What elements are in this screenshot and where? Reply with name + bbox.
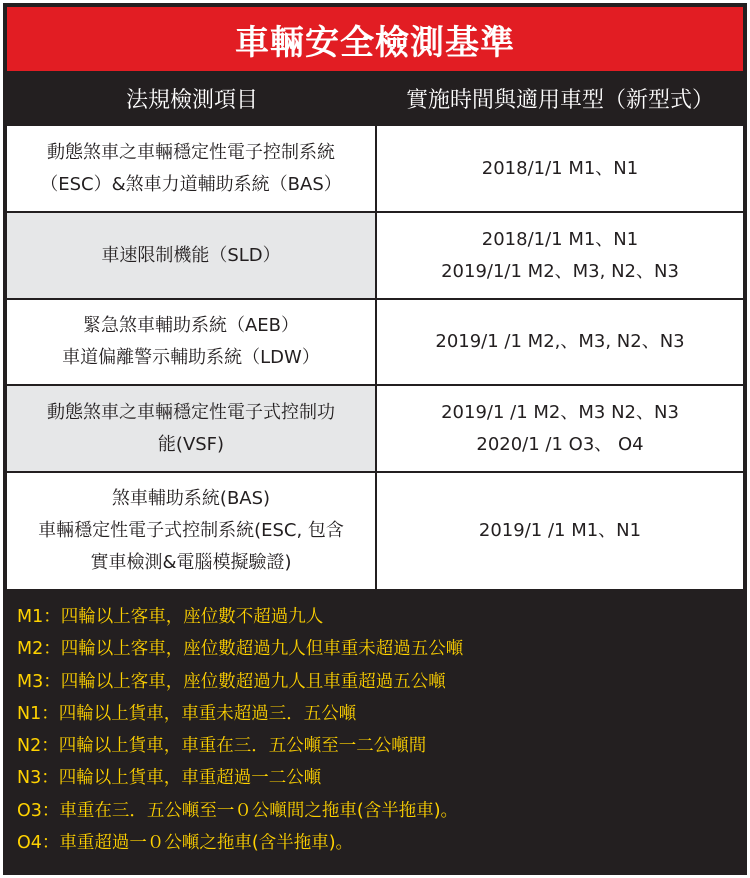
regulation-item-line: 能(VSF)	[157, 433, 225, 455]
header-regulation-item: 法規檢測項目	[125, 88, 258, 113]
page-title: 車輛安全檢測基準	[7, 7, 743, 71]
header-schedule-vehicle-type: 實施時間與適用車型（新型式）	[405, 88, 714, 113]
table-row	[7, 473, 743, 591]
note-n1: N1：四輪以上貨車，車重未超過三．五公噸	[17, 703, 357, 724]
note-m3: M3：四輪以上客車，座位數超過九人且車重超過五公噸	[17, 671, 446, 692]
standards-table	[7, 126, 743, 591]
note-o4: O4：車重超過一０公噸之拖車(含半拖車)。	[17, 833, 354, 854]
regulation-item-cell	[7, 300, 377, 384]
regulation-item-cell	[7, 386, 377, 471]
regulation-item-line: 動態煞車之車輛穩定性電子控制系統	[47, 141, 335, 163]
schedule-line: 2018/1/1 M1、N1	[481, 228, 639, 250]
regulation-item-cell	[7, 213, 377, 298]
note-n2: N2：四輪以上貨車，車重在三．五公噸至一二公噸間	[17, 736, 427, 757]
table-row	[7, 126, 743, 213]
schedule-line: 2018/1/1 M1、N1	[481, 157, 639, 179]
regulation-item-line: （ESC）&煞車力道輔助系統（BAS）	[40, 173, 342, 195]
regulation-item-line: 車輛穩定性電子式控制系統(ESC, 包含	[38, 520, 344, 541]
note-o3: O3：車重在三．五公噸至一０公噸間之拖車(含半拖車)。	[17, 800, 459, 821]
schedule-line: 2019/1 /1 M1、N1	[478, 520, 642, 541]
note-n3: N3：四輪以上貨車，車重超過一二公噸	[17, 768, 322, 789]
schedule-cell	[377, 300, 743, 384]
table-row	[7, 213, 743, 300]
regulation-item-cell	[7, 126, 377, 211]
schedule-line: 2019/1/1 M2、M3, N2、N3	[441, 260, 679, 282]
schedule-cell	[377, 473, 743, 589]
standards-table-frame	[3, 3, 747, 875]
schedule-cell	[377, 126, 743, 211]
table-row	[7, 386, 743, 473]
note-m2: M2：四輪以上客車，座位數超過九人但車重未超過五公噸	[17, 639, 464, 660]
note-m1: M1：四輪以上客車，座位數不超過九人	[17, 607, 324, 627]
vehicle-class-notes	[17, 601, 737, 859]
schedule-line: 2019/1 /1 M2,、M3, N2、N3	[435, 331, 685, 352]
regulation-item-line: 車道偏離警示輔助系統（LDW）	[62, 347, 320, 368]
schedule-cell	[377, 213, 743, 298]
table-header	[7, 71, 743, 126]
table-row	[7, 300, 743, 386]
regulation-item-line: 煞車輔助系統(BAS)	[111, 488, 271, 509]
schedule-cell	[377, 386, 743, 471]
regulation-item-cell	[7, 473, 377, 589]
schedule-line: 2020/1 /1 O3、 O4	[476, 433, 644, 455]
regulation-item-line: 動態煞車之車輛穩定性電子式控制功	[47, 401, 335, 423]
regulation-item-line: 實車檢測&電腦模擬驗證)	[90, 552, 292, 573]
regulation-item-line: 緊急煞車輔助系統（AEB）	[82, 315, 300, 336]
regulation-item-line: 車速限制機能（SLD）	[101, 244, 281, 266]
schedule-line: 2019/1 /1 M2、M3 N2、N3	[441, 401, 679, 423]
